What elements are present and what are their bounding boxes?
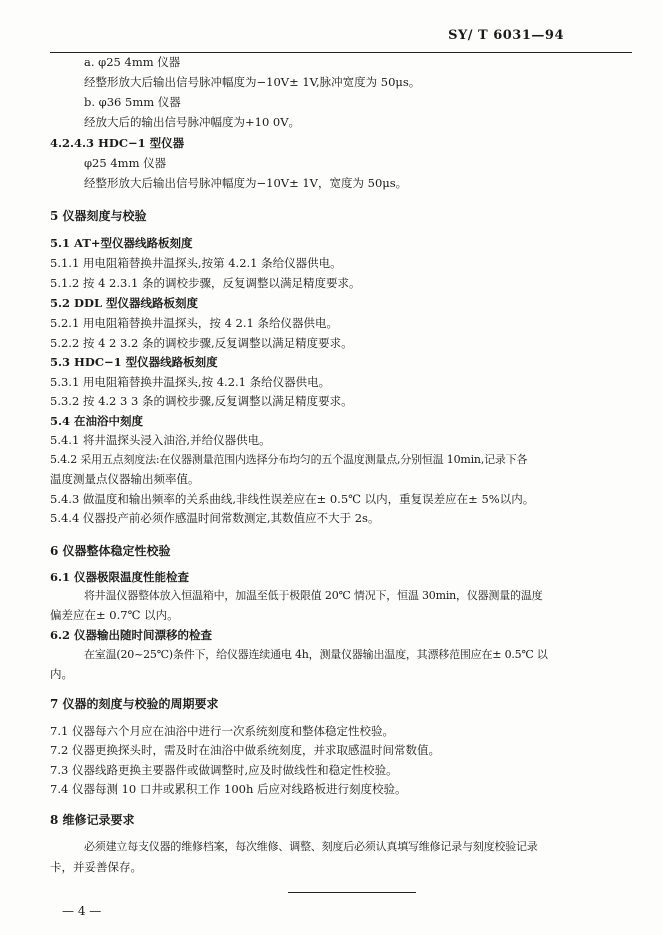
text-line: 卡，并妥善保存。: [50, 860, 142, 874]
section-8-heading: 8 维修记录要求: [50, 813, 135, 827]
text-line: 必须建立每支仪器的维修档案，每次维修、调整、刻度后必须认真填写维修记录与刻度校验记录: [84, 840, 538, 853]
clause-5-4-3: 5.4.3 做温度和输出频率的关系曲线,非线性误差应在± 0.5℃ 以内，重复误差应在± 5%以内。: [50, 492, 535, 506]
item-a: a. φ25 4mm 仪器: [84, 55, 181, 69]
clause-5-1: 5.1 AT+型仪器线路板刻度: [50, 236, 193, 250]
section-6-heading: 6 仪器整体稳定性校验: [50, 544, 171, 558]
end-rule: [288, 892, 416, 893]
clause-5-4-1: 5.4.1 将井温探头浸入油浴,并给仪器供电。: [50, 433, 271, 447]
clause-7-4: 7.4 仪器每测 10 口井或累积工作 100h 后应对线路板进行刻度校验。: [50, 782, 407, 796]
clause-7-3: 7.3 仪器线路更换主要器件或做调整时,应及时做线性和稳定性校验。: [50, 763, 398, 777]
clause-5-1-2: 5.1.2 按 4 2.3.1 条的调校步骤，反复调整以满足精度要求。: [50, 276, 361, 290]
text-line: 将井温仪器整体放入恒温箱中，加温至低于极限值 20℃ 情况下，恒温 30min，仪器测量的温度: [84, 589, 543, 602]
text-line: φ25 4mm 仪器: [84, 156, 167, 170]
clause-5-3: 5.3 HDC−1 型仪器线路板刻度: [50, 355, 218, 369]
clause-5-2-1: 5.2.1 用电阻箱替换井温探头，按 4 2.1 条给仪器供电。: [50, 316, 338, 330]
item-b: b. φ36 5mm 仪器: [84, 95, 181, 109]
standard-code: SY/ T 6031—94: [448, 28, 564, 43]
clause-5-1-1: 5.1.1 用电阻箱替换井温探头,按第 4.2.1 条给仪器供电。: [50, 256, 342, 270]
clause-5-3-2: 5.3.2 按 4.2 3 3 条的调校步骤,反复调整以满足精度要求。: [50, 394, 353, 408]
text-line: 温度测量点仪器输出频率值。: [50, 472, 200, 486]
text-line: 偏差应在± 0.7℃ 以内。: [50, 608, 179, 622]
header-rule: [50, 52, 632, 53]
clause-5-2-2: 5.2.2 按 4 2 3.2 条的调校步骤,反复调整以满足精度要求。: [50, 336, 353, 350]
clause-5-2: 5.2 DDL 型仪器线路板刻度: [50, 296, 199, 310]
clause-4-2-4-3: 4.2.4.3 HDC−1 型仪器: [50, 136, 185, 150]
text-line: 经放大后的输出信号脉冲幅度为+10 0V。: [84, 115, 301, 129]
text-line: 在室温(20~25℃)条件下，给仪器连续通电 4h，测量仪器输出温度，其漂移范围应在± 0.5℃ 以: [84, 648, 548, 661]
clause-7-2: 7.2 仪器更换探头时，需及时在油浴中做系统刻度，并求取感温时间常数值。: [50, 743, 440, 757]
clause-5-4-2: 5.4.2 采用五点刻度法:在仪器测量范围内选择分布均匀的五个温度测量点,分别恒温 10min,记录下各: [50, 453, 528, 466]
clause-7-1: 7.1 仪器每六个月应在油浴中进行一次系统刻度和整体稳定性校验。: [50, 724, 394, 738]
clause-5-3-1: 5.3.1 用电阻箱替换井温探头,按 4.2.1 条给仪器供电。: [50, 375, 331, 389]
clause-6-1: 6.1 仪器极限温度性能检查: [50, 570, 190, 584]
clause-5-4-4: 5.4.4 仪器投产前必须作感温时间常数测定,其数值应不大于 2s。: [50, 511, 380, 525]
section-5-heading: 5 仪器刻度与校验: [50, 209, 147, 223]
clause-5-4: 5.4 在油浴中刻度: [50, 414, 144, 428]
section-7-heading: 7 仪器的刻度与校验的周期要求: [50, 697, 219, 711]
text-line: 内。: [50, 667, 73, 681]
text-line: 经整形放大后输出信号脉冲幅度为−10V± 1V,脉冲宽度为 50μs。: [84, 75, 421, 89]
page-number: — 4 —: [62, 904, 102, 918]
clause-6-2: 6.2 仪器输出随时间漂移的检查: [50, 628, 213, 642]
text-line: 经整形放大后输出信号脉冲幅度为−10V± 1V，宽度为 50μs。: [84, 176, 408, 190]
